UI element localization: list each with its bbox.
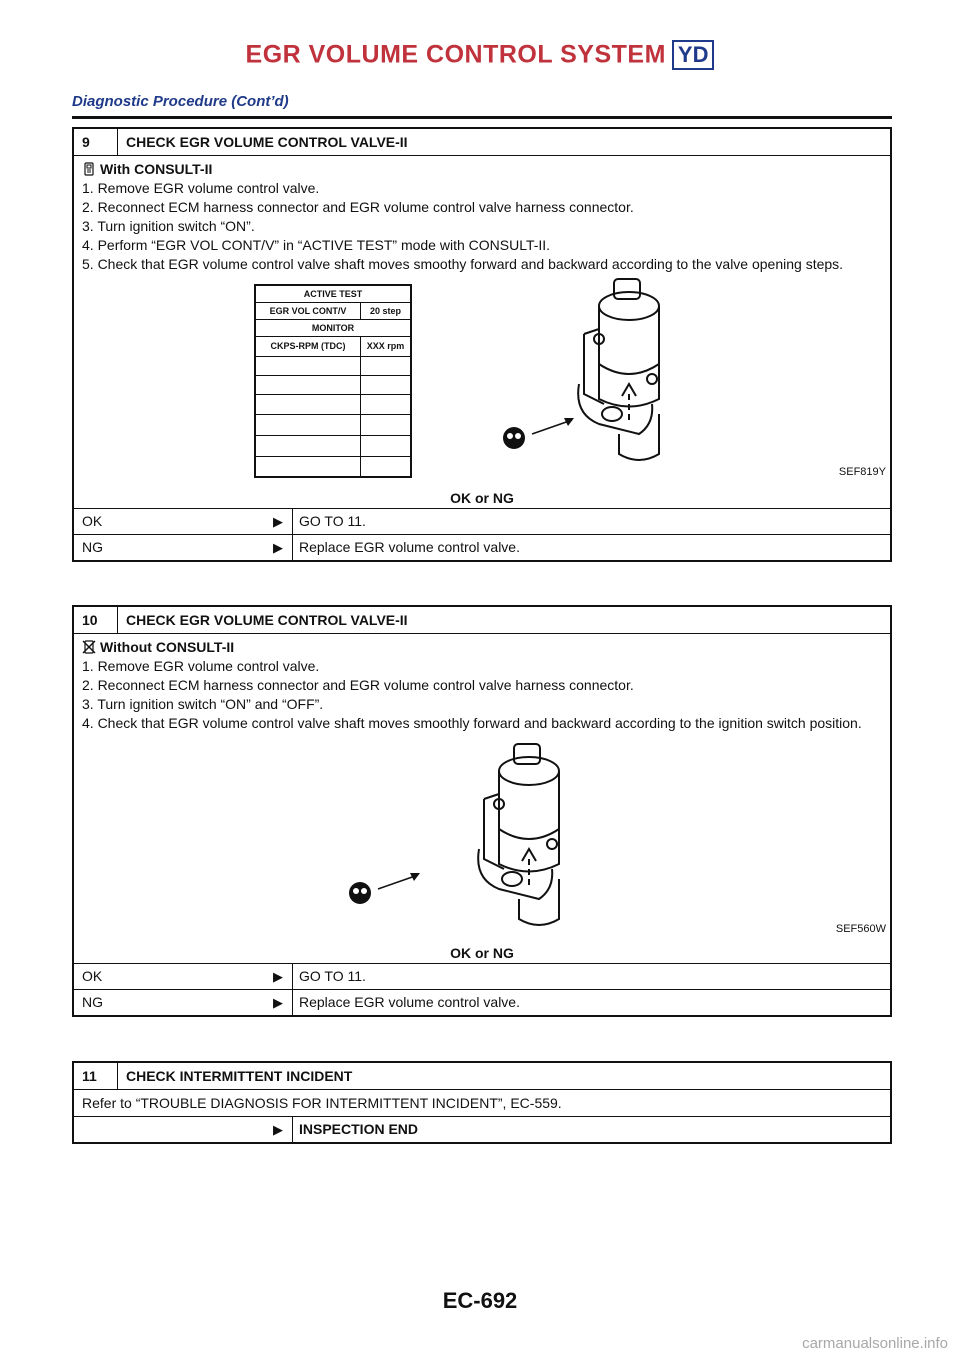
no-consult-icon [82, 640, 96, 654]
header-rule [72, 116, 892, 119]
result-row [74, 508, 890, 534]
arrow-right-icon: ▶ [273, 969, 283, 984]
step-item: 2. Reconnect ECM harness connector and EGR volume control valve harness connector. [82, 677, 634, 693]
engine-badge: YD [672, 40, 715, 70]
arrow-right-icon: ▶ [273, 995, 283, 1010]
figure-sef819y [74, 274, 890, 488]
result-row [74, 534, 890, 560]
page-number: EC-692 [442, 1288, 518, 1313]
arrow-right-icon: ▶ [273, 1122, 283, 1137]
ok-or-ng: OK or NG [450, 945, 514, 961]
step-item: 1. Remove EGR volume control valve. [82, 658, 320, 674]
step-item: 4. Perform “EGR VOL CONT/V” in “ACTIVE TEST” mode with CONSULT-II. [82, 237, 551, 253]
monitor-item: CKPS-RPM (TDC) [255, 336, 361, 356]
result-action: INSPECTION END [292, 1117, 890, 1142]
section-11-body [74, 1090, 890, 1116]
step-item: 1. Remove EGR volume control valve. [82, 180, 320, 196]
watermark: carmanualsonline.info [802, 1335, 948, 1352]
section-10-body [74, 634, 890, 733]
result-row [74, 963, 890, 989]
result-label: NG [82, 539, 103, 555]
result-action: GO TO 11. [292, 964, 890, 989]
result-label: OK [82, 968, 103, 984]
section-title: CHECK EGR VOLUME CONTROL VALVE-II [126, 612, 408, 628]
result-action: Replace EGR volume control valve. [292, 990, 890, 1015]
active-test-item: EGR VOL CONT/V [255, 302, 361, 319]
step-item: 2. Reconnect ECM harness connector and EGR volume control valve harness connector. [82, 199, 634, 215]
arrow-right-icon: ▶ [273, 514, 283, 529]
page-header [0, 40, 960, 76]
active-test-title: ACTIVE TEST [255, 285, 411, 302]
step-item: 4. Check that EGR volume control valve shaft moves smoothly forward and backward according to the ignition switch position. [82, 715, 862, 731]
result-label: OK [82, 513, 103, 529]
result-row [74, 1116, 890, 1142]
section-number: 10 [74, 607, 118, 633]
mode-line [82, 638, 882, 657]
view-direction-arrow [348, 867, 428, 907]
mode-label: With CONSULT-II [100, 161, 213, 177]
step-item: 5. Check that EGR volume control valve shaft moves smoothy forward and backward according to the valve opening steps. [82, 256, 844, 272]
result-action: GO TO 11. [292, 509, 890, 534]
step-item: 3. Turn ignition switch “ON” and “OFF”. [82, 696, 324, 712]
section-9-body [74, 156, 890, 274]
section-10-header [74, 607, 890, 634]
egr-valve-drawing-2 [404, 739, 574, 939]
monitor-value: XXX rpm [361, 336, 412, 356]
active-test-table [254, 284, 412, 478]
mode-label: Without CONSULT-II [100, 639, 235, 655]
ok-or-ng: OK or NG [450, 490, 514, 506]
section-11-header [74, 1063, 890, 1090]
section-title: CHECK INTERMITTENT INCIDENT [126, 1068, 353, 1084]
consult-icon [82, 162, 96, 176]
monitor-label: MONITOR [255, 319, 411, 336]
result-label [74, 1117, 264, 1142]
result-label: NG [82, 994, 103, 1010]
reference-text: Refer to “TROUBLE DIAGNOSIS FOR INTERMITTENT INCIDENT”, EC-559. [82, 1095, 562, 1111]
section-title: CHECK EGR VOLUME CONTROL VALVE-II [126, 134, 408, 150]
result-action: Replace EGR volume control valve. [292, 535, 890, 560]
view-direction-arrow [502, 412, 582, 452]
figure-code: SEF560W [835, 923, 886, 935]
arrow-right-icon: ▶ [273, 540, 283, 555]
mode-line [82, 160, 882, 179]
step-list [82, 179, 882, 274]
figure-sef560w [74, 733, 890, 943]
page-title: EGR VOLUME CONTROL SYSTEM [245, 40, 666, 69]
figure-code: SEF819Y [838, 466, 886, 478]
section-number: 9 [74, 129, 118, 155]
section-number: 11 [74, 1063, 118, 1089]
step-item: 3. Turn ignition switch “ON”. [82, 218, 255, 234]
page-subtitle: Diagnostic Procedure (Cont’d) [72, 93, 289, 110]
result-row [74, 989, 890, 1015]
section-9-header [74, 129, 890, 156]
section-9 [72, 127, 892, 562]
section-11 [72, 1061, 892, 1144]
section-10 [72, 605, 892, 1017]
step-list [82, 657, 882, 733]
active-test-value: 20 step [361, 302, 412, 319]
